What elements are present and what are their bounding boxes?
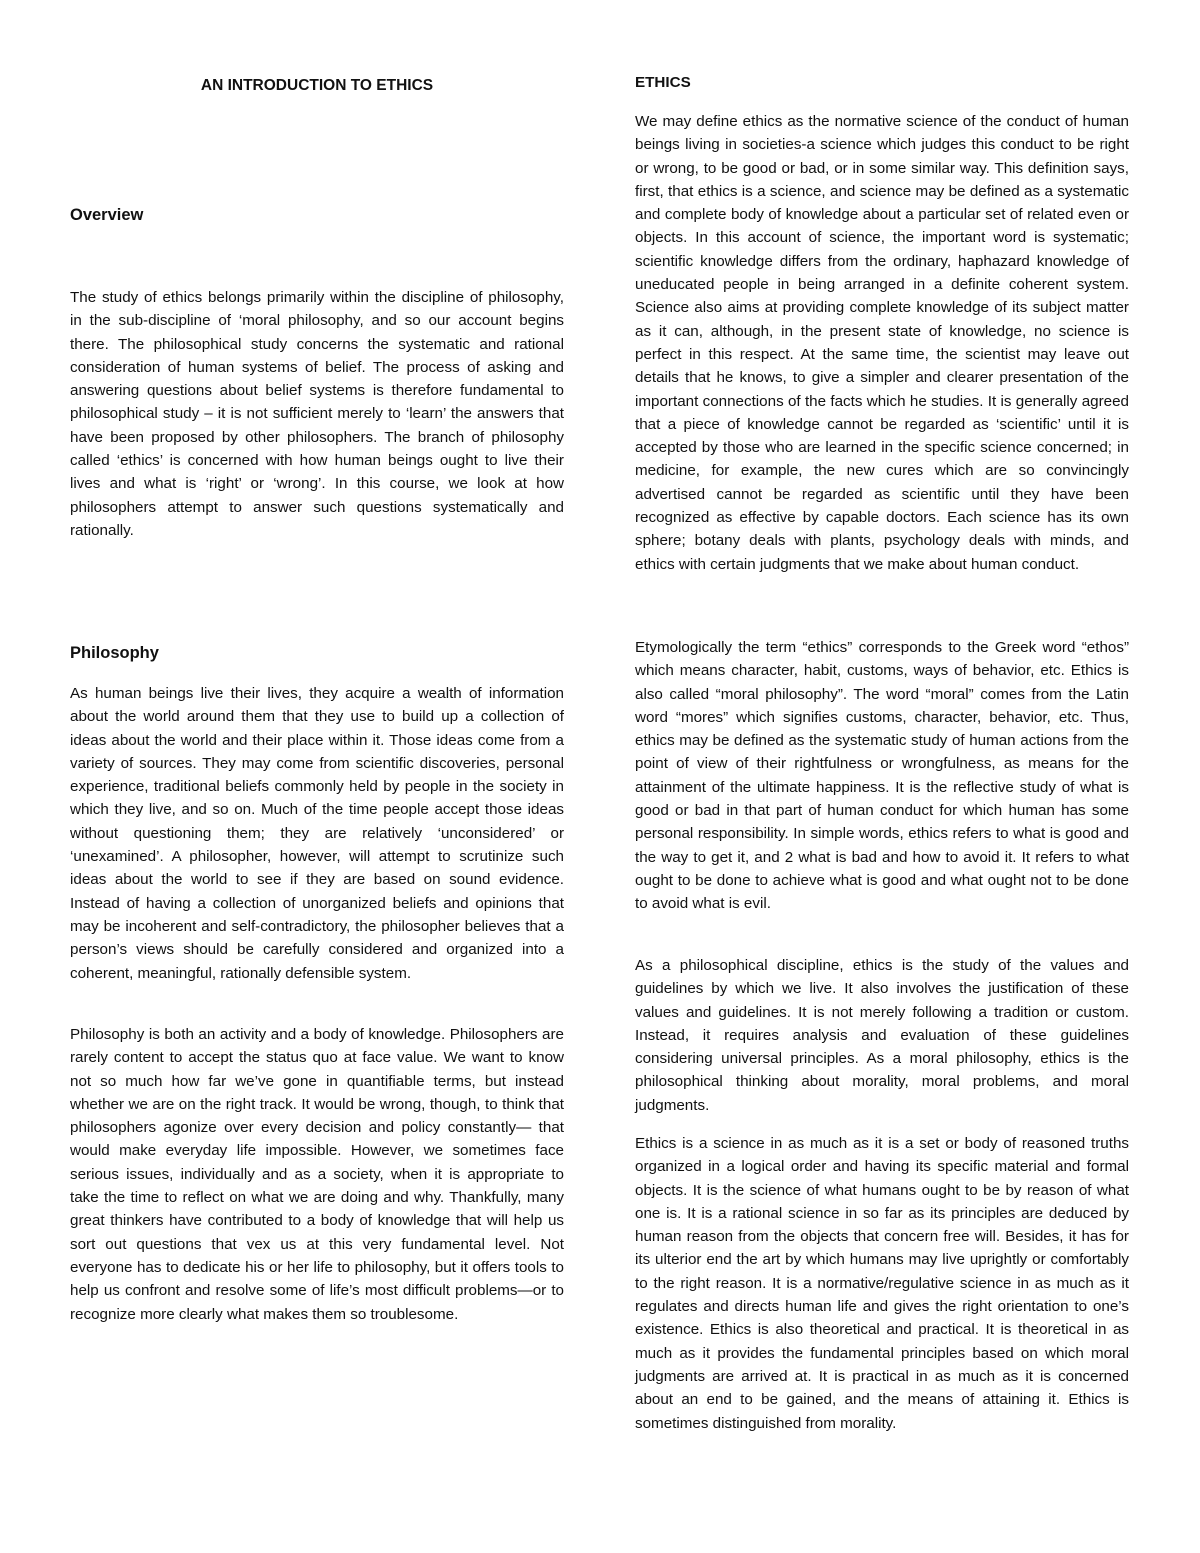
overview-paragraph: The study of ethics belongs primarily within the discipline of philosophy, in the sub-discipline of ‘moral philosophy, and so our account begins there. The philosophical study concerns the systematic and rational consideration of human systems of belief. The process of asking and answering questions about belief systems is therefore fundamental to philosophical study – it is not sufficient merely to ‘learn’ the answers that have been proposed by other philosophers. The branch of philosophy called ‘ethics’ is concerned with how human beings ought to live their lives and what is ‘right’ or ‘wrong’. In this course, we look at how philosophers attempt to answer such questions systematically and rationally. <box>70 289 564 539</box>
document-title: AN INTRODUCTION TO ETHICS <box>200 77 434 94</box>
ethics-paragraph-4: Ethics is a science in as much as it is a set or body of reasoned truths organized in a logical order and having its specific material and formal objects. It is the science of what humans ought to be by reason of what one is. It is a rational science in so far as its principles are deduced by human reason from the objects that concern free will. Besides, it has for its ulterior end the art by which humans may live uprightly or comfortably to the right reason. It is a normative/regulative science in as much as it regulates and directs human life and gives the right orientation to one’s existence. Ethics is also theoretical and practical. It is theoretical in as much as it provides the fundamental principles based on which moral judgments are arrived at. It is practical in as much as it is concerned about an end to be gained, and the means of attaining it. Ethics is sometimes distinguished from morality. <box>635 1135 1129 1432</box>
overview-heading: Overview <box>70 206 144 224</box>
philosophy-paragraph-2: Philosophy is both an activity and a body of knowledge. Philosophers are rarely content to accept the status quo at face value. We want to know not so much how far we’ve gone in quantifiable terms, but instead whether we are on the right track. It would be wrong, though, to think that philosophers agonize over every decision and policy constantly— that would make everyday life impossible. However, we sometimes face serious issues, individually and as a society, when it is appropriate to take the time to reflect on what we are doing and why. Thankfully, many great thinkers have contributed to a body of knowledge that will help us sort out questions that vex us at this very fundamental level. Not everyone has to dedicate his or her life to philosophy, but it offers tools to help us confront and resolve some of life’s most difficult problems—or to recognize more clearly what makes them so troublesome. <box>70 1026 564 1323</box>
philosophy-heading: Philosophy <box>70 644 159 662</box>
ethics-heading: ETHICS <box>635 74 691 91</box>
ethics-paragraph-1: We may define ethics as the normative science of the conduct of human beings living in societies-a science which judges this conduct to be right or wrong, to be good or bad, or in some similar way. This definition says, first, that ethics is a science, and science may be defined as a systematic and complete body of knowledge about a particular set of related even or objects. In this account of science, the important word is systematic; scientific knowledge differs from the ordinary, haphazard knowledge of uneducated people in being arranged in a definite coherent system. Science also aims at providing complete knowledge of its subject matter as it can, although, in the present state of knowledge, no science is perfect in this respect. At the same time, the scientist may leave out details that he knows, to give a simpler and clearer presentation of the important connections of the facts which he studies. It is generally agreed that a piece of knowledge cannot be regarded as ‘scientific’ until it is accepted by those who are learned in the specific science concerned; in medicine, for example, the new cures which are so convincingly advertised cannot be regarded as scientific until they have been recognized as effective by capable doctors. Each science has its own sphere; botany deals with plants, psychology deals with minds, and ethics with certain judgments that we make about human conduct. <box>635 113 1129 573</box>
philosophy-paragraph-1: As human beings live their lives, they acquire a wealth of information about the world around them that they use to build up a collection of ideas about the world and their place within it. Those ideas come from a variety of sources. They may come from scientific discoveries, personal experience, traditional beliefs commonly held by people in the society in which they live, and so on. Much of the time people accept those ideas without questioning them; they are relatively ‘unconsidered’ or ‘unexamined’. A philosopher, however, will attempt to scrutinize such ideas about the world to see if they are based on sound evidence. Instead of having a collection of unorganized beliefs and opinions that may be incoherent and self-contradictory, the philosopher believes that a person’s views should be carefully considered and organized into a coherent, meaningful, rationally defensible system. <box>70 685 564 982</box>
ethics-paragraph-2: Etymologically the term “ethics” corresponds to the Greek word “ethos” which means character, habit, customs, ways of behavior, etc. Ethics is also called “moral philosophy”. The word “moral” comes from the Latin word “mores” which signifies customs, character, behavior, etc. Thus, ethics may be defined as the systematic study of human actions from the point of view of their rightfulness or wrongfulness, as means for the attainment of the ultimate happiness. It is the reflective study of what is good or bad in that part of human conduct for which human has some personal responsibility. In simple words, ethics refers to what is good and the way to get it, and 2 what is bad and how to avoid it. It refers to what ought to be done to achieve what is good and what ought not to be done to avoid what is evil. <box>635 639 1129 913</box>
ethics-paragraph-3: As a philosophical discipline, ethics is the study of the values and guidelines by which we live. It also involves the justification of these values and guidelines. It is not merely following a tradition or custom. Instead, it requires analysis and evaluation of these guidelines considering universal principles. As a moral philosophy, ethics is the philosophical thinking about morality, moral problems, and moral judgments. <box>635 957 1129 1114</box>
